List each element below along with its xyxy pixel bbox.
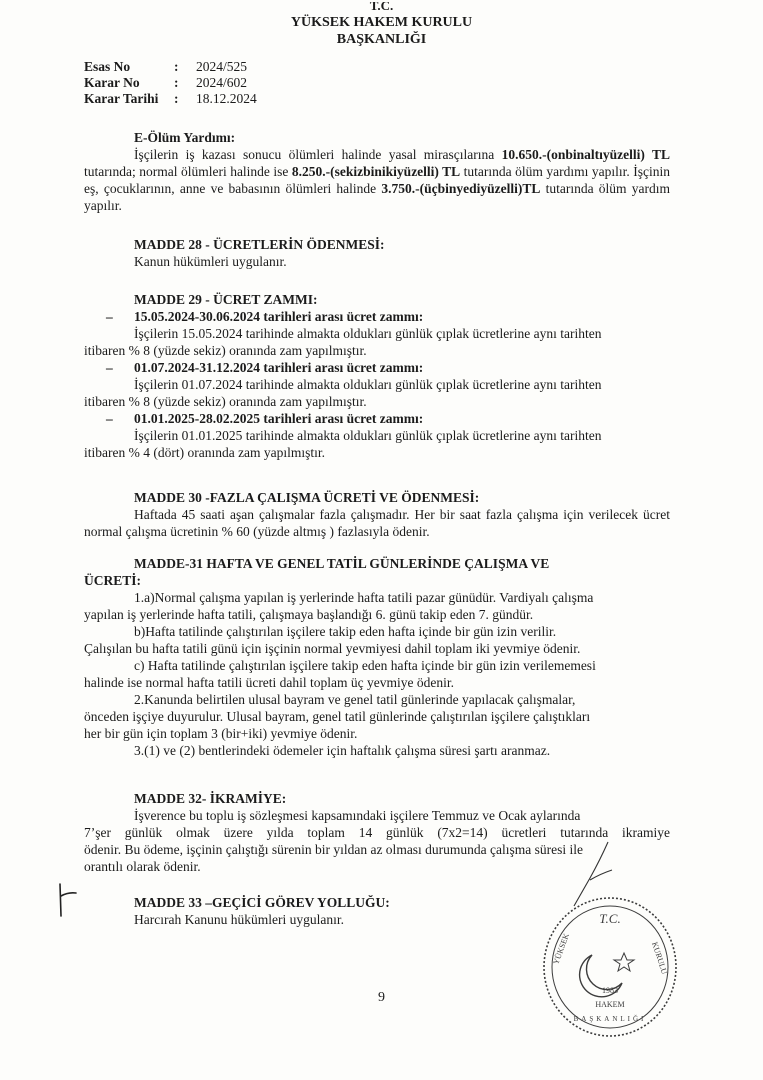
madde-31-title-2: ÜCRETİ: [84,573,142,588]
document-header [0,2,763,48]
official-seal-icon [540,895,680,1040]
meta-label: Esas No [84,59,131,74]
olum-text-2: tutarında; normal ölümleri halinde ise [84,164,292,179]
olum-amount-normal: 8.250.-(sekizbinikiyüzelli) TL [291,164,461,179]
seal-baskanligi: BAŞKANLIĞI [573,1015,647,1023]
madde-28-title: MADDE 28 - ÜCRETLERİN ÖDENMESİ: [134,237,385,252]
meta-value: 2024/602 [196,75,248,90]
madde-29-item-1-head: – 15.05.2024-30.06.2024 tarihleri arası ücret zammı: [84,308,670,325]
olum-text-3: tutarında ölüm yardımı yapılır. İşçinin eş, çocuklarının, anne ve babasının ölümleri halinde [84,164,670,196]
madde-29-item-1-line1: İşçilerin 15.05.2024 tarihinde almakta oldukları günlük çıplak ücretlerine aynı tarihten [134,326,602,341]
madde-32-line3: ödenir. Bu ödeme, işçinin çalıştığı sürenin bir yıldan az olması durumunda çalışma süresi ile [84,842,584,857]
madde-32-line4: orantılı olarak ödenir. [84,859,201,874]
madde-32-line1: İşverence bu toplu iş sözleşmesi kapsamındaki işçilere Temmuz ve Ocak aylarında [134,808,581,823]
section-madde-30 [84,489,670,540]
madde-30-title: MADDE 30 -FAZLA ÇALIŞMA ÜCRETİ VE ÖDENMESİ: [134,490,480,505]
meta-colon: : [174,75,179,90]
meta-row-tarih [84,91,257,107]
seal-arc-right: KURULU [650,940,669,976]
madde-33-title: MADDE 33 –GEÇİCİ GÖREV YOLLUĞU: [134,895,390,910]
madde-31-p3a: c) Hafta tatilinde çalıştırılan işçilere takip eden hafta içinde bir gün izin verilememesi [134,658,596,673]
seal-hakem: HAKEM [595,1000,625,1009]
meta-value: 18.12.2024 [196,91,257,106]
seal-arc-left: YÜKSEK [551,932,571,966]
header-presidency: BAŞKANLIĞI [336,32,427,47]
madde-31-p2b: Çalışılan bu hafta tatili günü için işçinin normal yevmiyesi dahil toplam iki yevmiye ödenir. [84,641,581,656]
madde-31-p4b: önceden işçiye duyurulur. Ulusal bayram, genel tatil günlerinde çalıştırılan işçilere çalıştıkları [84,709,591,724]
page-number: 9 [378,990,385,1005]
madde-32-line2: 7’şer günlük olmak üzere yılda toplam 14 günlük (7x2=14) ücretleri tutarında ikramiye [84,825,670,840]
madde-29-item-2-head: – 01.07.2024-31.12.2024 tarihleri arası ücret zammı: [84,359,670,376]
madde-29-item-1-line2: itibaren % 8 (yüzde sekiz) oranında zam yapılmıştır. [84,343,367,358]
section-madde-31 [84,555,670,759]
madde-29-title: MADDE 29 - ÜCRET ZAMMI: [134,292,318,307]
meta-colon: : [174,91,179,106]
madde-31-p2a: b)Hafta tatilinde çalıştırılan işçilere takip eden hafta içinde bir gün izin verilir. [134,624,557,639]
meta-label: Karar Tarihi [84,91,159,106]
section-madde-29 [84,291,670,461]
margin-mark-icon [54,880,80,920]
madde-29-item-3-line1: İşçilerin 01.01.2025 tarihinde almakta oldukları günlük çıplak ücretlerine aynı tarihten [134,428,602,443]
meta-row-karar [84,75,257,91]
madde-32-title: MADDE 32- İKRAMİYE: [134,791,287,806]
meta-row-esas [84,59,257,75]
madde-33-text: Harcırah Kanunu hükümleri uygulanır. [134,912,344,927]
header-tc: T.C. [369,2,394,13]
madde-31-p3b: halinde ise normal hafta tatili ücreti dahil toplam üç yevmiye ödenir. [84,675,455,690]
madde-29-item-2-line2: itibaren % 8 (yüzde sekiz) oranında zam yapılmıştır. [84,394,367,409]
meta-value: 2024/525 [196,59,248,74]
madde-30-text: Haftada 45 saati aşan çalışmalar fazla çalışmadır. Her bir saat fazla çalışma için verilecek ücret normal çalışma ücretinin % 60 (yüzde altmış ) fazlasıyla ödenir. [84,507,670,539]
madde-31-p5: 3.(1) ve (2) bentlerindeki ödemeler için haftalık çalışma süresi şartı aranmaz. [134,743,551,758]
madde-31-p1a: 1.a)Normal çalışma yapılan iş yerlerinde hafta tatili pazar günüdür. Vardiyalı çalışma [134,590,594,605]
seal-tc: T.C. [599,911,621,926]
meta-colon: : [174,59,179,74]
meta-label: Karar No [84,75,140,90]
olum-amount-family: 3.750.-(üçbinyediyüzelli)TL [381,181,541,196]
header-institution: YÜKSEK HAKEM KURULU [290,15,473,30]
olum-paragraph [84,146,670,214]
madde-31-p4c: her bir gün için toplam 3 (bir+iki) yevmiye ödenir. [84,726,358,741]
madde-28-text: Kanun hükümleri uygulanır. [134,254,287,269]
olum-amount-work-accident: 10.650.-(onbinaltıyüzelli) TL [501,147,670,162]
olum-text-4: tutarında ölüm yardım yapılır. [84,181,670,213]
seal-year: 1983 [602,986,618,995]
madde-31-p4a: 2.Kanunda belirtilen ulusal bayram ve genel tatil günlerinde yapılacak çalışmalar, [134,692,576,707]
olum-heading: E-Ölüm Yardımı: [134,130,236,145]
olum-text-1: İşçilerin iş kazası sonucu ölümleri halinde yasal mirasçılarına [134,147,502,162]
madde-29-item-3-head: – 01.01.2025-28.02.2025 tarihleri arası ücret zammı: [84,410,670,427]
madde-31-p1b: yapılan iş yerlerinde hafta tatili, çalışmaya başlandığı 6. günü takip eden 7. gündür. [84,607,534,622]
section-madde-28 [84,236,670,270]
madde-29-item-2-line1: İşçilerin 01.07.2024 tarihinde almakta oldukları günlük çıplak ücretlerine aynı tarihten [134,377,602,392]
madde-31-title-1: MADDE-31 HAFTA VE GENEL TATİL GÜNLERİNDE ÇALIŞMA VE [134,556,550,571]
case-meta [84,59,257,107]
section-olum-yardimi [84,129,670,214]
madde-29-item-3-line2: itibaren % 4 (dört) oranında zam yapılmıştır. [84,445,326,460]
